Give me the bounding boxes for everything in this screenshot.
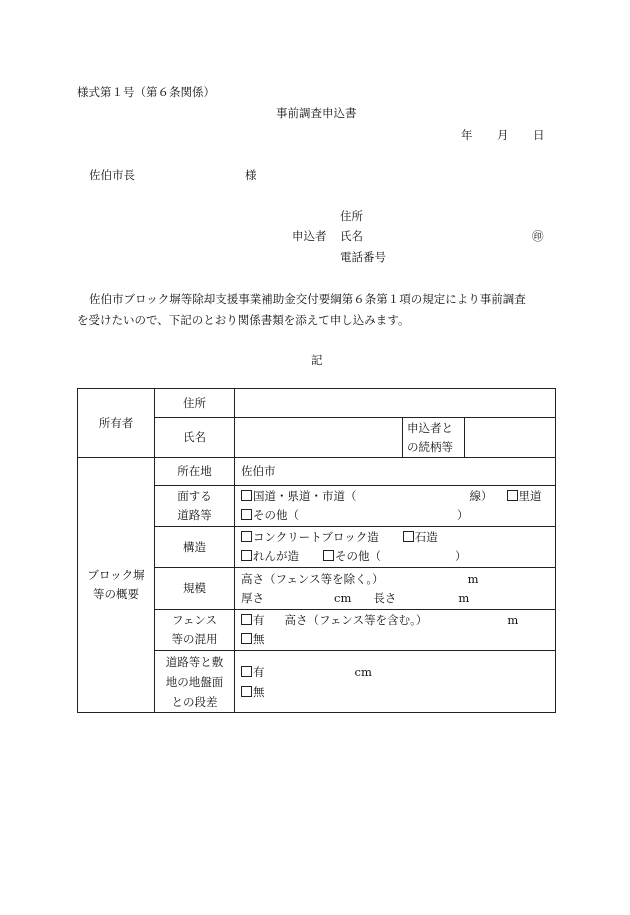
step-label	[155, 651, 235, 713]
addressee-name: 佐伯市長	[89, 168, 135, 182]
step-unit: cm	[354, 664, 372, 679]
structure-option-4-checkbox[interactable]	[323, 550, 334, 561]
scale-height-unit: m	[467, 571, 479, 586]
road-options	[235, 486, 556, 527]
location-value: 佐伯市	[235, 458, 556, 486]
structure-option-1: コンクリートブロック造	[253, 530, 379, 544]
road-option-3: その他（	[253, 508, 299, 522]
scale-thickness-unit: cm	[334, 590, 352, 605]
fence-no: 無	[253, 632, 265, 646]
fence-no-checkbox[interactable]	[241, 633, 252, 644]
body-paragraph-line-2: を受けたいので、下記のとおり関係書類を添えて申し込みます。	[77, 313, 410, 327]
structure-option-2: 石造	[414, 530, 438, 544]
step-yes: 有	[253, 664, 265, 679]
structure-option-3: れんが造	[253, 549, 299, 563]
structure-options	[235, 527, 556, 568]
applicant-address-label: 住所	[340, 209, 363, 223]
relation-label-line-2: の続柄等	[407, 439, 453, 454]
owner-address-label: 住所	[155, 389, 235, 418]
scale-height-label: 高さ（フェンス等を除く。）	[241, 571, 384, 586]
structure-option-2-checkbox[interactable]	[403, 531, 414, 542]
fence-label-line-2: 等の混用	[171, 632, 218, 646]
owner-label: 所有者	[78, 389, 155, 458]
scale-length-label: 長さ	[373, 590, 397, 605]
structure-option-4: その他（	[335, 549, 381, 563]
fence-label	[155, 610, 235, 651]
step-no: 無	[253, 684, 265, 699]
scale-fields	[235, 568, 556, 610]
road-option-1-end: 線）	[469, 489, 493, 503]
structure-label: 構造	[155, 527, 235, 568]
body-paragraph-line-1: 佐伯市ブロック塀等除却支援事業補助金交付要綱第６条第１項の規定により事前調査	[89, 292, 526, 306]
applicant-label: 申込者	[292, 229, 327, 243]
document-title: 事前調査申込書	[276, 106, 357, 120]
application-table	[77, 388, 556, 713]
step-label-line-3: との段差	[171, 694, 218, 709]
seal-mark: ㊞	[532, 229, 544, 243]
road-label-line-2: 道路等	[177, 508, 212, 522]
fence-yes-checkbox[interactable]	[241, 614, 252, 625]
road-option-2: 里道	[518, 489, 542, 503]
overview-label-line-2: 等の概要	[93, 587, 139, 601]
date-month-label: 月	[497, 128, 509, 142]
fence-height-unit: m	[507, 613, 519, 627]
location-label: 所在地	[155, 458, 235, 486]
step-yes-checkbox[interactable]	[241, 666, 252, 677]
road-option-3-checkbox[interactable]	[241, 509, 252, 520]
fence-fields	[235, 610, 556, 651]
road-label	[155, 486, 235, 527]
applicant-name-label: 氏名	[340, 229, 363, 243]
owner-name-field[interactable]	[235, 418, 403, 458]
road-option-2-checkbox[interactable]	[507, 490, 518, 501]
structure-option-4-end: ）	[455, 549, 467, 563]
fence-height-label: 高さ（フェンス等を含む。）	[284, 613, 428, 627]
overview-label	[78, 458, 155, 713]
step-label-line-1: 道路等と敷	[165, 654, 224, 669]
road-option-1: 国道・県道・市道（	[253, 489, 357, 503]
date-year-label: 年	[461, 128, 473, 142]
relation-label-line-1: 申込者と	[407, 420, 453, 435]
step-no-checkbox[interactable]	[241, 686, 252, 697]
road-option-3-end: ）	[457, 508, 469, 522]
fence-yes: 有	[253, 613, 265, 627]
structure-option-3-checkbox[interactable]	[241, 550, 252, 561]
step-label-line-2: 地の地盤面	[165, 674, 224, 689]
form-number: 様式第１号（第６条関係）	[77, 85, 215, 99]
road-option-1-checkbox[interactable]	[241, 490, 252, 501]
owner-name-label: 氏名	[155, 418, 235, 458]
scale-length-unit: m	[458, 590, 470, 605]
applicant-phone-label: 電話番号	[340, 250, 386, 264]
step-fields	[235, 651, 556, 713]
structure-option-1-checkbox[interactable]	[241, 531, 252, 542]
relation-field[interactable]	[465, 418, 556, 458]
overview-label-line-1: ブロック塀	[87, 568, 145, 582]
scale-thickness-label: 厚さ	[241, 590, 264, 605]
ki-label: 記	[311, 353, 323, 367]
fence-label-line-1: フェンス	[171, 613, 218, 627]
owner-address-field[interactable]	[235, 389, 556, 418]
road-label-line-1: 面する	[177, 489, 212, 503]
scale-label: 規模	[155, 568, 235, 610]
date-day-label: 日	[533, 128, 545, 142]
addressee-honorific: 様	[245, 168, 257, 182]
relation-label	[403, 418, 465, 458]
